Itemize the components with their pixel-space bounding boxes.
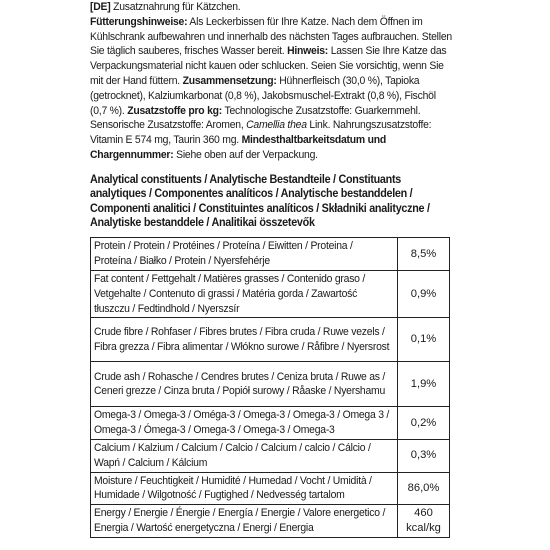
composition-text: Hühnerfleisch (30,0 %), Tapioka (getrocknet), Kalziumkarbonat (0,8 %), Jakobsmuschel-Extrakt (0,8 %), Fischöl (0,7 %). [90, 74, 436, 117]
best-before-text: Siehe oben auf der Verpackung. [176, 148, 318, 161]
table-row [91, 505, 450, 538]
constituent-label: Omega-3 / Omega-3 / Oméga-3 / Omega-3 / Omega-3 / Omega 3 / Omega-3 / Ómega-3 / Omega-3 / Omega-3 / Omega-3 [94, 409, 390, 437]
constituent-label-cell [91, 505, 398, 538]
note-text: Lassen Sie Ihre Katze das Verpackungsmaterial nicht kauen oder schlucken. Seien Sie vorsichtig, wenn Sie mit der Hand füttern. [90, 45, 447, 87]
constituent-label-cell [91, 472, 398, 505]
constituent-value: 0,9% [398, 271, 450, 318]
constituent-label-cell [91, 439, 398, 472]
table-row [91, 472, 450, 505]
table-row [91, 407, 450, 440]
feeding-heading: Fütterungshinweise: [90, 15, 188, 28]
constituent-label: Calcium / Kalzium / Calcium / Calcio / Calcium / calcio / Cálcio / Wapń / Calcium / Kálcium [94, 441, 371, 469]
table-row [91, 271, 450, 318]
constituent-label: Moisture / Feuchtigkeit / Humidité / Humedad / Vocht / Umidità / Humidade / Wilgotność / Fugtighed / Nedvesség tartalom [94, 474, 372, 502]
constituent-label: Protein / Protein / Protéines / Proteína / Eiwitten / Proteina / Proteína / Białko / Protein / Nyersfehérje [94, 240, 353, 267]
constituent-value: 1,9% [398, 362, 450, 407]
table-row [91, 238, 450, 271]
note-heading: Hinweis: [287, 45, 329, 58]
composition-heading: Zusammensetzung: [182, 74, 277, 87]
table-row [91, 439, 450, 472]
constituent-value: 460 kcal/kg [398, 505, 450, 538]
constituent-value: 0,3% [398, 439, 450, 472]
analytical-heading: Analytical constituents / Analytische Bestandteile / Constituants analytiques / Componentes analíticos / Analytische bestanddelen / Componenti analitici / Constituintes analíticos / Składniki analityczne / Analytiske bestanddele / Analitikai összetevők [90, 172, 430, 229]
language-prefix: [DE] [90, 1, 111, 13]
additives-text-2: Link. Nahrungszusatzstoffe: Vitamin E 574 mg, Taurin 360 mg. [90, 119, 432, 147]
constituent-label-cell [91, 362, 398, 407]
additives-italic: Camellia thea [246, 119, 307, 132]
product-title: Zusatznahrung für Kätzchen. [113, 1, 241, 13]
best-before-heading: Mindesthaltbarkeitsdatum und Chargennummer: [90, 134, 386, 161]
label-page [90, 0, 452, 534]
constituent-value: 86,0% [398, 472, 450, 505]
additives-text-1: Technologische Zusatzstoffe: Guarkernmehl. Sensorische Zusatzstoffe: Aromen, [90, 104, 421, 132]
german-declaration [90, 0, 453, 163]
constituent-label: Crude ash / Rohasche / Cendres brutes / Ceniza bruta / Ruwe as / Ceneri grezze / Cinza bruta / Popiół surowy / Råaske / Nyershamu [94, 370, 386, 398]
constituent-label: Energy / Energie / Énergie / Energía / Energie / Valore energetico / Energia / Wartość energetyczna / Energi / Energia [94, 507, 386, 534]
additives-heading: Zusatzstoffe pro kg: [127, 104, 223, 117]
constituent-label-cell [91, 238, 398, 271]
constituent-label-cell [91, 271, 398, 318]
table-row [91, 318, 450, 362]
constituent-label: Fat content / Fettgehalt / Matières grasses / Contenido graso / Vetgehalte / Contenuto di grassi / Matéria gorda / Zawartość tłuszczu / Fedtindhold / Nyerszsír [94, 273, 366, 315]
analytics-table [90, 237, 450, 538]
table-row [91, 362, 450, 407]
constituent-label: Crude fibre / Rohfaser / Fibres brutes / Fibra cruda / Ruwe vezels / Fibra grezza / Fibra alimentar / Włókno surowe / Råfibre / Nyersrost [94, 326, 390, 353]
constituent-label-cell [91, 318, 398, 362]
constituent-value: 8,5% [398, 238, 450, 271]
constituent-value: 0,1% [398, 318, 450, 362]
constituent-label-cell [91, 407, 398, 440]
feeding-text: Als Leckerbissen für Ihre Katze. Nach dem Öffnen im Kühlschrank aufbewahren und innerhalb des nächsten Tages aufbrauchen. Stellen Sie täglich sauberes, frisches Wasser bereit. [90, 15, 452, 58]
constituent-value: 0,2% [398, 407, 450, 440]
